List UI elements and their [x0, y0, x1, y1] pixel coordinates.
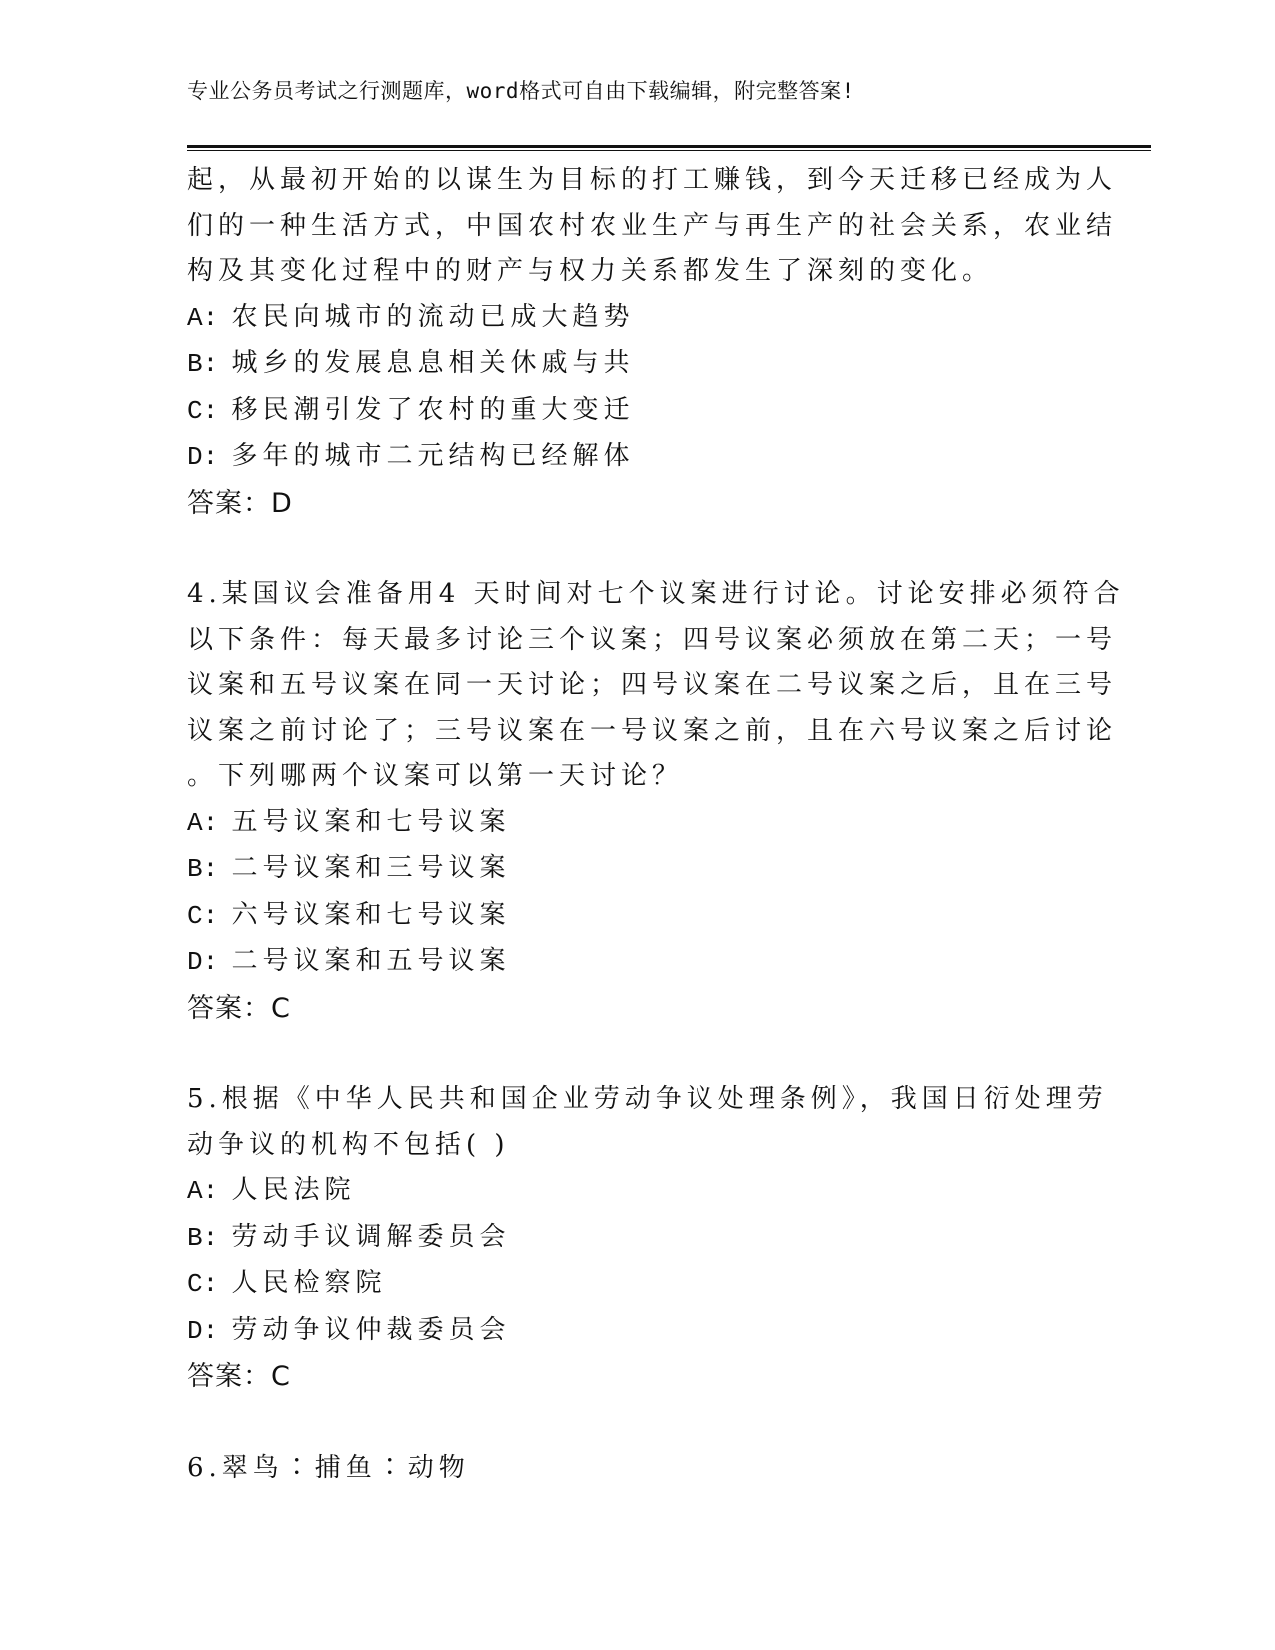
question-text-line: 议案之前讨论了；三号议案在一号议案之前，且在六号议案之后讨论: [187, 715, 1118, 746]
answer-label: 答案：C: [187, 1361, 291, 1392]
option-letter: C:: [187, 1269, 219, 1299]
option-text: 六号议案和七号议案: [231, 899, 511, 930]
option-text: 劳动争议仲裁委员会: [231, 1314, 511, 1345]
option-letter: A:: [187, 1176, 219, 1206]
option-letter: D:: [187, 1315, 219, 1346]
answer-label: 答案：D: [187, 487, 293, 519]
question-text-line: 。下列哪两个议案可以第一天讨论？: [187, 761, 684, 791]
option-a: [187, 800, 1087, 847]
question-4: [187, 572, 1125, 1031]
question-5: [187, 1077, 1108, 1400]
option-c: [187, 388, 1087, 435]
option-letter: B:: [187, 349, 219, 379]
option-letter: C:: [187, 395, 219, 426]
spacer: [187, 526, 1087, 572]
option-letter: A:: [187, 807, 219, 838]
option-text: 二号议案和三号议案: [231, 853, 511, 883]
question-text-line: 动争议的机构不包括( ): [187, 1129, 510, 1160]
option-text: 劳动手议调解委员会: [231, 1221, 511, 1252]
option-text: 人民检察院: [231, 1268, 387, 1298]
option-c: [187, 893, 1087, 940]
option-d: [187, 1308, 1087, 1355]
spacer: [187, 1400, 1087, 1446]
option-a: [187, 1168, 1087, 1215]
header-divider: [187, 145, 1151, 151]
question-text-line: 6.翠鸟∶捕鱼∶动物: [187, 1452, 470, 1483]
question-list: [187, 158, 1125, 1491]
option-b: [187, 846, 1087, 893]
question-text-line: 构及其变化过程中的财产与权力关系都发生了深刻的变化。: [187, 256, 994, 286]
option-text: 移民潮引发了农村的重大变迁: [231, 394, 635, 425]
question-text-line: 以下条件：每天最多讨论三个议案；四号议案必须放在第二天；一号: [187, 624, 1118, 655]
option-text: 五号议案和七号议案: [231, 806, 511, 837]
option-b: [187, 1215, 1087, 1262]
spacer: [187, 1031, 1087, 1077]
option-letter: D:: [187, 442, 219, 472]
option-d: [187, 939, 1087, 986]
question-text-line: 5.根据《中华人民共和国企业劳动争议处理条例》，我国日衍处理劳: [187, 1084, 1108, 1114]
page-header: 专业公务员考试之行测题库，word格式可自由下载编辑，附完整答案!: [187, 79, 855, 103]
option-a: [187, 295, 1087, 342]
option-letter: D:: [187, 947, 219, 977]
question-text-line: 起，从最初开始的以谋生为目标的打工赚钱，到今天迁移已经成为人: [187, 165, 1118, 195]
option-letter: B:: [187, 854, 219, 884]
option-text: 人民法院: [231, 1175, 356, 1205]
option-letter: A:: [187, 302, 219, 333]
question-3: [187, 158, 1118, 526]
question-text-line: 们的一种生活方式，中国农村农业生产与再生产的社会关系，农业结: [187, 210, 1118, 241]
option-d: [187, 434, 1087, 481]
option-letter: B:: [187, 1222, 219, 1253]
question-text-line: 4.某国议会准备用4 天时间对七个议案进行讨论。讨论安排必须符合: [187, 579, 1125, 609]
question-text-line: 议案和五号议案在同一天讨论；四号议案在二号议案之后，且在三号: [187, 670, 1118, 700]
option-text: 城乡的发展息息相关休戚与共: [231, 348, 635, 378]
option-text: 二号议案和五号议案: [231, 946, 511, 976]
option-c: [187, 1261, 1087, 1308]
option-b: [187, 341, 1087, 388]
question-6: [187, 1446, 1087, 1492]
option-text: 多年的城市二元结构已经解体: [231, 441, 635, 471]
option-letter: C:: [187, 900, 219, 931]
option-text: 农民向城市的流动已成大趋势: [231, 301, 635, 332]
answer-label: 答案：C: [187, 992, 291, 1024]
